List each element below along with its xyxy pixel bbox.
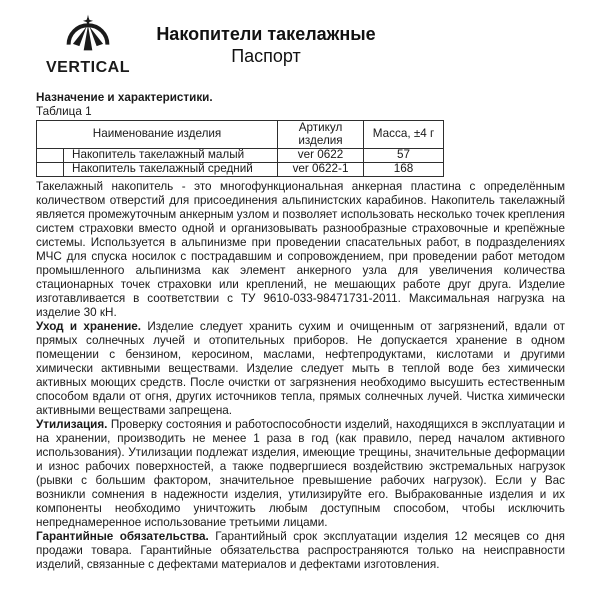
row-num-cell: [37, 149, 64, 163]
section-heading-characteristics: Назначение и характеристики.: [36, 91, 213, 104]
product-mass-cell: 168: [364, 163, 444, 177]
product-article-cell: ver 0622-1: [278, 163, 364, 177]
paragraph-text: Гарантийный срок эксплуатации изделия 12 месяцев со дня продажи товара. Гарантийные обязательства распространяются только на неисправности изделий, связанные с дефектами материалов и дефектами изготовления.: [36, 530, 565, 571]
table-row: [37, 163, 444, 177]
paragraph-lead: Утилизация.: [36, 418, 108, 431]
text-sections: [36, 180, 565, 572]
paragraph-lead: Уход и хранение.: [36, 320, 142, 333]
paragraph-text: Проверку состояния и работоспособности изделий, находящихся в эксплуатации и на хранении, производить не менее 1 раза в год (как правило, перед началом активного использования). Утилизации подлежат изделия, имеющие трещины, значительные деформации и износ рабочих поверхностей, а также подвергшиеся воздействию экстремальных нагрузок (рывки с большим фактором, значительное превышение рабочих нагрузок). Если у Вас возникли сомнения в надежности изделия, утилизируйте его. Выбракованные изделия и их компоненты необходимо уничтожить любым доступным способом, чтобы исключить непреднамеренное использование третьими лицами.: [36, 418, 565, 529]
product-article-cell: ver 0622: [278, 149, 364, 163]
product-name-cell: Накопитель такелажный средний: [64, 163, 278, 177]
product-name-cell: Накопитель такелажный малый: [64, 149, 278, 163]
document-body: [36, 91, 565, 572]
brand-name: VERTICAL: [46, 59, 130, 76]
paragraph-text: Такелажный накопитель - это многофункциональная анкерная пластина с определённым количеством отверстий для присоединения альпинистских карабинов. Накопитель такелажный является промежуточным анкерным узлом и позволяет использовать несколько точек крепления систем страховки вместо одной и организовывать разнообразные страховочные и крепёжные системы. Используется в альпинизме при проведении спасательных работ, в подразделениях МЧС для спуска носилок с пострадавшим и сопровождением, при проведении работ методом промышленного альпинизма как элемент анкерного узла для увеличения количества стационарных точек страховки или креплений, не мешающих работе друг друга. Изделие изготавливается в соответствии с ТУ 9610-033-98471731-2011. Максимальная нагрузка на изделие 30 кН.: [36, 180, 565, 319]
paragraph-care-storage: [36, 320, 565, 418]
row-num-cell: [37, 163, 64, 177]
page-title: Накопители такелажные: [156, 24, 376, 44]
products-table: [36, 120, 444, 177]
col-header-article: Артикул изделия: [278, 121, 364, 149]
paragraph-warranty: [36, 530, 565, 572]
product-mass-cell: 57: [364, 149, 444, 163]
paragraph-utilization: [36, 418, 565, 530]
table-row: [37, 149, 444, 163]
page-subtitle: Паспорт: [231, 46, 301, 66]
col-header-name: Наименование изделия: [37, 121, 278, 149]
col-header-mass: Масса, ±4 г: [364, 121, 444, 149]
paragraph-text: Изделие следует хранить сухим и очищенным от загрязнений, вдали от прямых солнечных лучей и отопительных приборов. Не допускается хранение в одном помещении с бензином, керосином, маслами, нефтепродуктами, кислотами и другими химически активными веществами. Изделие следует мыть в теплой воде без химически активных моющих средств. После очистки от загрязнения необходимо высушить естественным способом вдали от огня, других источников тепла, прямых солнечных лучей. Чистка химически активными веществами запрещена.: [36, 320, 565, 417]
table-header-row: [37, 121, 444, 149]
paragraph-lead: Гарантийные обязательства.: [36, 530, 209, 543]
paragraph-description: [36, 180, 565, 320]
document-header: [0, 23, 532, 67]
table-caption: Таблица 1: [36, 105, 92, 118]
